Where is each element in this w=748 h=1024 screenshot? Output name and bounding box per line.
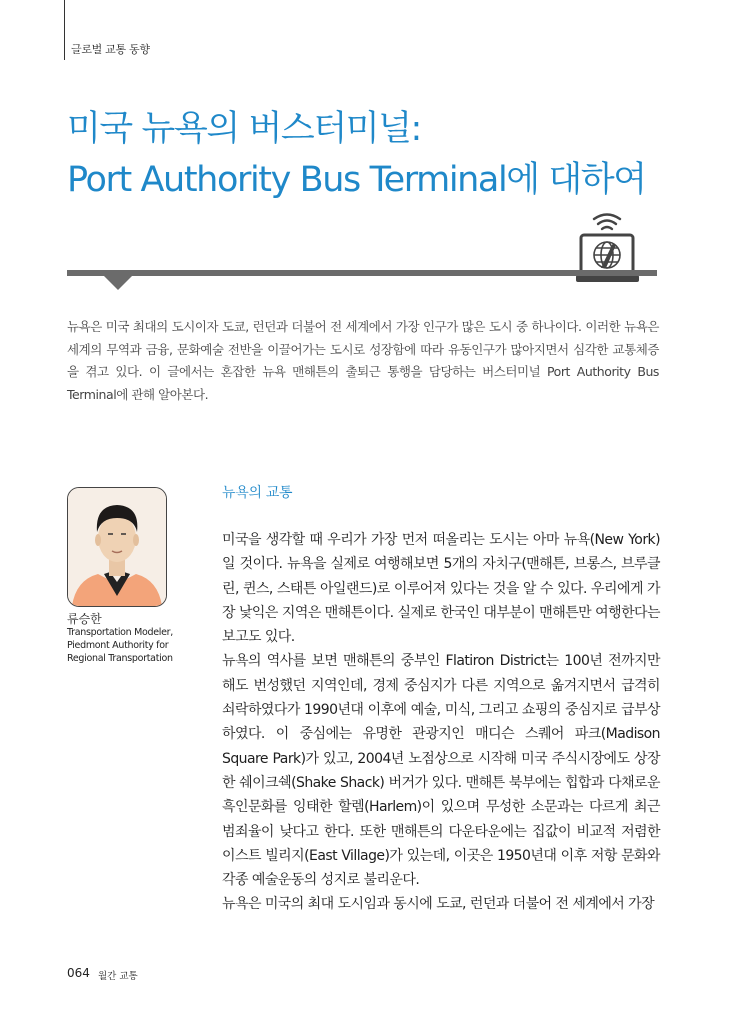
journal-name: 월간 교통	[98, 971, 138, 982]
header-rule	[64, 0, 65, 60]
title-divider	[67, 270, 657, 276]
author-name: 류승한	[67, 612, 102, 626]
author-photo	[67, 487, 167, 607]
section-subhead: 뉴욕의 교통	[222, 485, 293, 501]
body-paragraph-1: 미국을 생각할 때 우리가 가장 먼저 떠올리는 도시는 아마 뉴욕(New York)일 것이다. 뉴욕을 실제로 여행해보면 5개의 자치구(맨해튼, 브롱스, 브루클린, 퀸스, 스태튼 아일랜드)로 이루어져 있다는 것을 알 수 있다. 우리에게 가장 낯익은 지역은 맨해튼이다. 실제로 한국인 대부분이 맨해튼만 여행한다는 보고도 있다.	[222, 532, 660, 646]
article-body	[222, 528, 660, 917]
body-paragraph-2: 뉴욕의 역사를 보면 맨해튼의 중부인 Flatiron District는 100년 전까지만 해도 번성했던 지역인데, 경제 중심지가 다른 지역으로 옮겨지면서 급격히 쇠락하였다가 1990년대 이후에 예술, 미식, 그리고 쇼핑의 중심지로 급부상하였다. 이 중심에는 유명한 관광지인 매디슨 스퀘어 파크(Madison Square Park)가 있고, 2004년 노점상으로 시작해 미국 주식시장에도 상장한 쉐이크쉑(Shake Shack) 버거가 있다. 맨해튼 북부에는 힙합과 다채로운 흑인문화를 잉태한 할렘(Harlem)이 있으며 무성한 소문과는 다르게 최근 범죄율이 낮다고 한다. 또한 맨해튼의 다운타운에는 집값이 비교적 저렴한 이스트 빌리지(East Village)가 있는데, 이곳은 1950년대 이후 저항 문화와 각종 예술운동의 성지로 불리운다.	[222, 653, 660, 889]
divider-notch	[104, 276, 132, 290]
intro-paragraph: 뉴욕은 미국 최대의 도시이자 도쿄, 런던과 더불어 전 세계에서 가장 인구가 많은 도시 중 하나이다. 이러한 뉴욕은 세계의 무역과 금융, 문화예술 전반을 이끌어가는 도시로 성장함에 따라 유동인구가 많아지면서 심각한 교통체증을 겪고 있다. 이 글에서는 혼잡한 뉴욕 맨해튼의 출퇴근 통행을 담당하는 버스터미널 Port Authority Bus Terminal에 관해 알아본다.	[67, 319, 659, 402]
body-paragraph-3: 뉴욕은 미국의 최대 도시임과 동시에 도쿄, 런던과 더불어 전 세계에서 가장	[222, 896, 655, 913]
title-line-1: 미국 뉴욕의 버스터미널:	[67, 109, 421, 149]
section-label: 글로벌 교통 동향	[71, 43, 150, 56]
page-number: 064	[67, 966, 90, 980]
article-title	[67, 104, 646, 206]
title-line-2: Port Authority Bus Terminal에 대하여	[67, 160, 646, 200]
author-role: Transportation Modeler, Piedmont Authority for Regional Transportation	[67, 627, 174, 664]
laptop-globe-wifi-icon	[575, 210, 640, 290]
